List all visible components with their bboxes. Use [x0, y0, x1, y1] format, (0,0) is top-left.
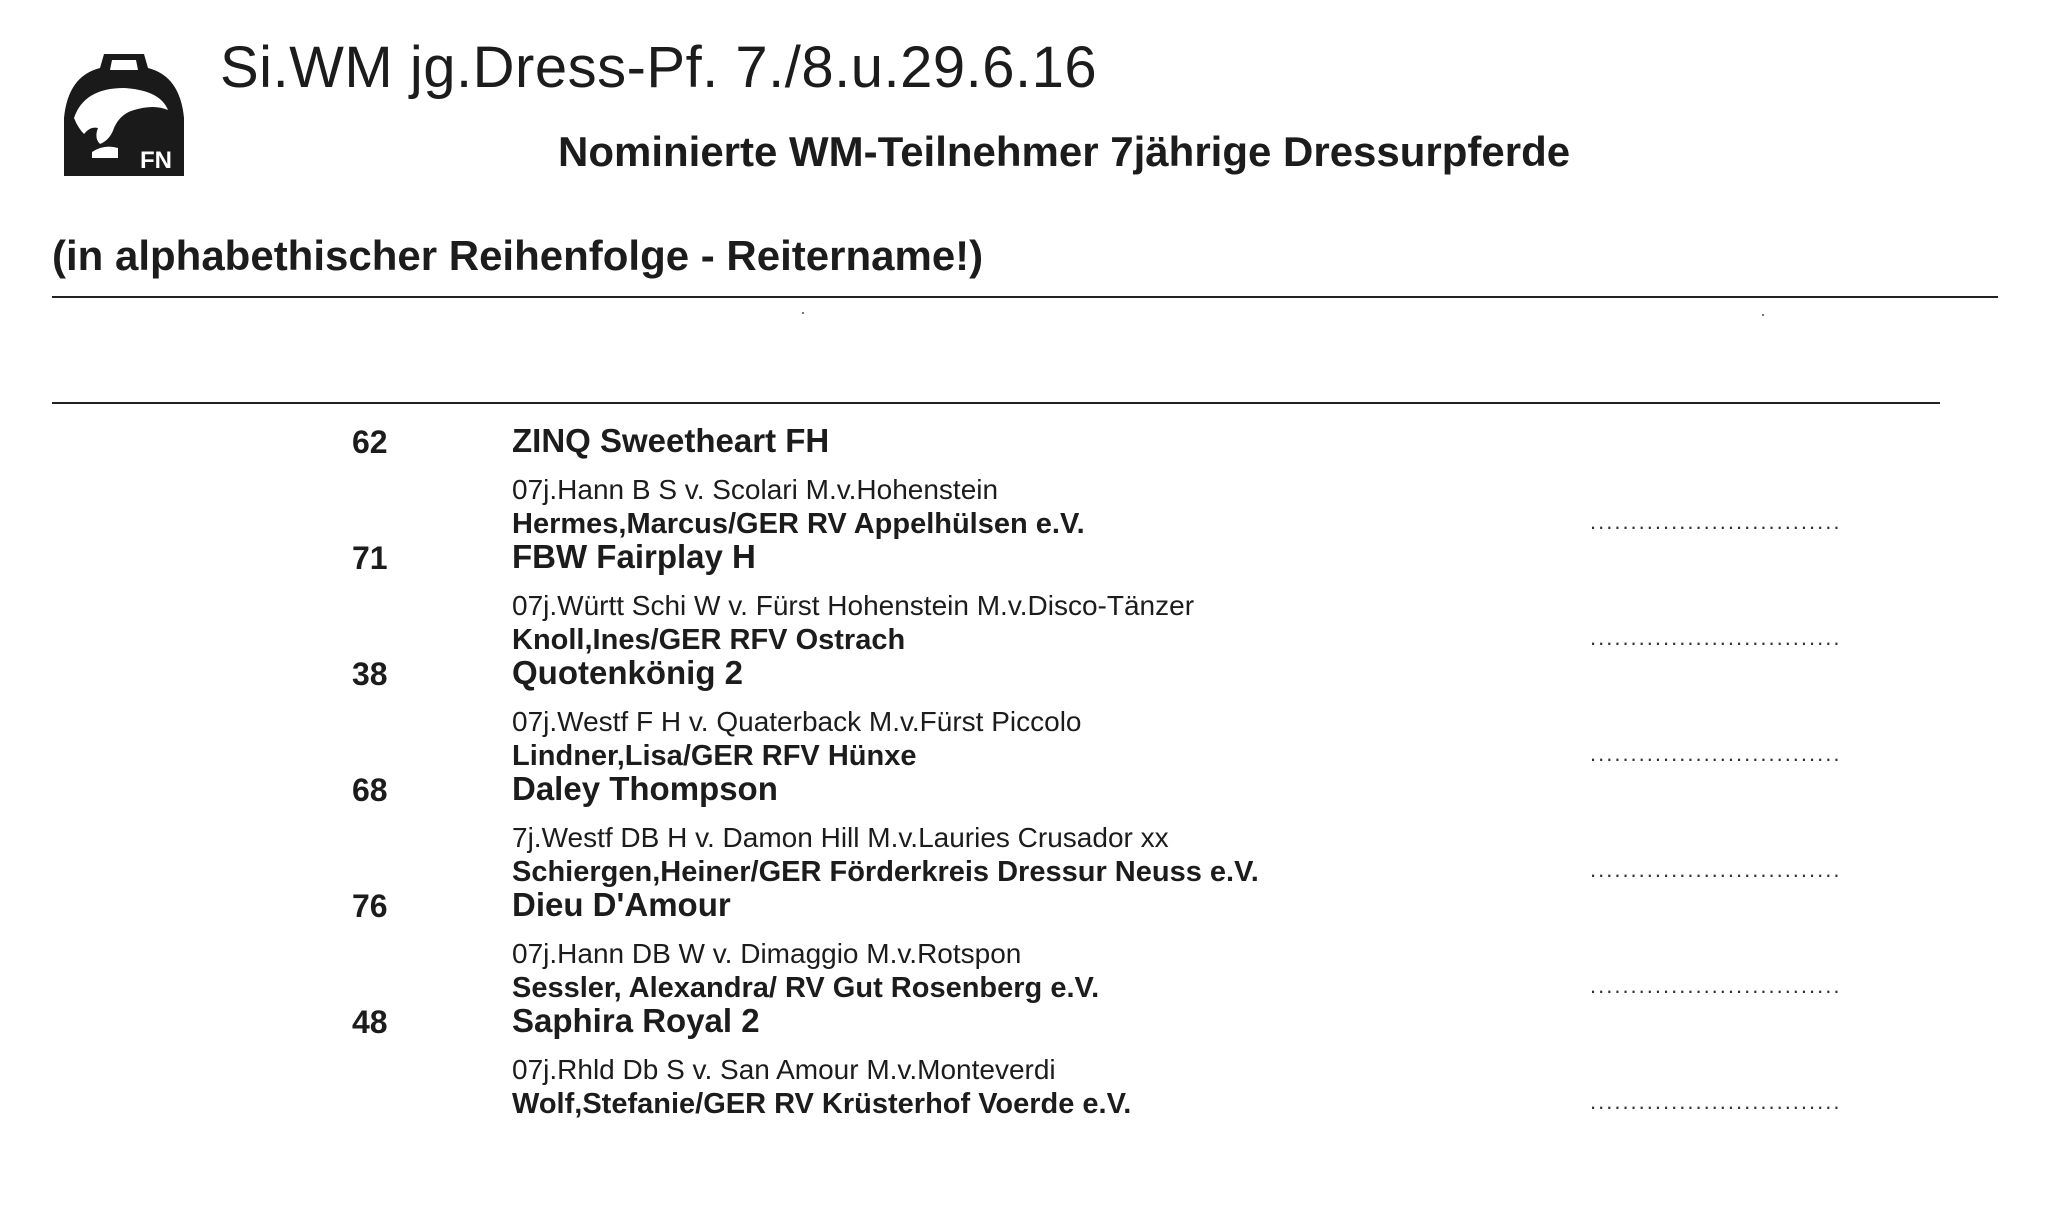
entry [0, 652, 2045, 772]
horse-details: 7j.Westf DB H v. Damon Hill M.v.Lauries Crusador xx [512, 822, 1169, 853]
horse-details: 07j.Württ Schi W v. Fürst Hohenstein M.v.Disco-Tänzer [512, 590, 1195, 621]
entry-number: 62 [352, 424, 388, 460]
page-title: Si.WM jg.Dress-Pf. 7./8.u.29.6.16 [220, 35, 1098, 100]
entry [0, 884, 2045, 1004]
horse-name: ZINQ Sweetheart FH [512, 422, 830, 459]
sort-note: (in alphabethischer Reihenfolge - Reitername!) [52, 232, 984, 279]
entry [0, 768, 2045, 888]
horse-name: Dieu D'Amour [512, 886, 731, 923]
horse-details: 07j.Rhld Db S v. San Amour M.v.Monteverdi [512, 1054, 1056, 1085]
scan-speck [1762, 314, 1764, 316]
entry [0, 536, 2045, 656]
horse-name: FBW Fairplay H [512, 538, 756, 575]
rider-club: Knoll,Ines/GER RFV Ostrach [512, 624, 906, 656]
signature-line: ............................... [1590, 509, 1842, 534]
entry [0, 420, 2045, 540]
page-subtitle: Nominierte WM-Teilnehmer 7jährige Dressurpferde [558, 128, 1571, 175]
signature-line: ............................... [1590, 625, 1842, 650]
entry-number: 71 [352, 540, 388, 576]
entry-number: 68 [352, 772, 388, 808]
rider-club: Lindner,Lisa/GER RFV Hünxe [512, 740, 917, 772]
fn-logo [64, 48, 184, 176]
divider-top [52, 296, 1998, 298]
divider-list [52, 402, 1940, 404]
signature-line: ............................... [1590, 857, 1842, 882]
rider-club: Sessler, Alexandra/ RV Gut Rosenberg e.V. [512, 972, 1100, 1004]
signature-line: ............................... [1590, 973, 1842, 998]
entry-list [0, 420, 2045, 1120]
entry-number: 48 [352, 1004, 388, 1040]
horse-details: 07j.Hann B S v. Scolari M.v.Hohenstein [512, 474, 999, 505]
rider-club: Hermes,Marcus/GER RV Appelhülsen e.V. [512, 508, 1085, 540]
horse-details: 07j.Westf F H v. Quaterback M.v.Fürst Piccolo [512, 706, 1082, 737]
rider-club: Schiergen,Heiner/GER Förderkreis Dressur Neuss e.V. [512, 856, 1259, 888]
signature-line: ............................... [1590, 1089, 1842, 1114]
logo-text: FN [140, 147, 172, 174]
horse-name: Daley Thompson [512, 770, 778, 807]
horse-name: Quotenkönig 2 [512, 654, 743, 691]
signature-line: ............................... [1590, 741, 1842, 766]
scan-speck [802, 312, 804, 314]
horse-name: Saphira Royal 2 [512, 1002, 760, 1039]
entry [0, 1000, 2045, 1120]
rider-club: Wolf,Stefanie/GER RV Krüsterhof Voerde e.V. [512, 1088, 1132, 1120]
entry-number: 38 [352, 656, 388, 692]
entry-number: 76 [352, 888, 388, 924]
horse-details: 07j.Hann DB W v. Dimaggio M.v.Rotspon [512, 938, 1022, 969]
